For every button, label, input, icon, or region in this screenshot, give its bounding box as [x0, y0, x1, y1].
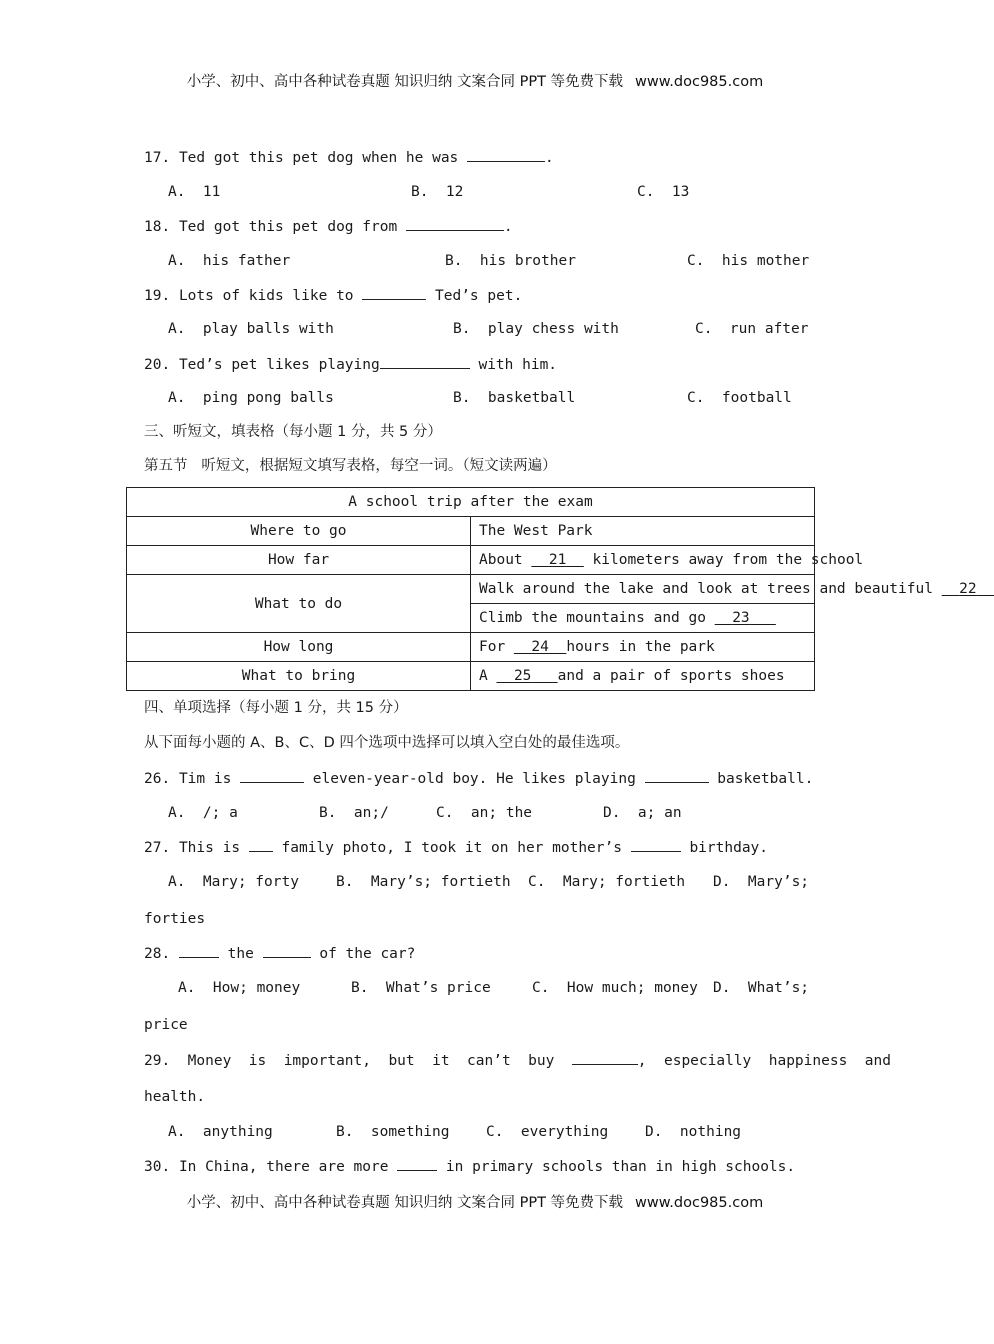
option-c: C. How much; money [532, 980, 698, 996]
option-b: B. play chess with [453, 321, 619, 337]
answer-blank [397, 1156, 437, 1171]
header-text: 小学、初中、高中各种试卷真题 知识归纳 文案合同 PPT 等免费下载 [186, 74, 624, 90]
school-trip-table [126, 487, 977, 691]
row-label: How long [127, 633, 471, 662]
option-a: A. 11 [168, 184, 221, 200]
question-17: 17. Ted got this pet dog when he was . [144, 147, 554, 168]
section-3-instruction: 第五节 听短文，根据短文填写表格，每空一词。（短文读两遍） [144, 458, 557, 474]
question-20: 20. Ted’s pet likes playing with him. [144, 354, 557, 375]
section-4-title: 四、单项选择（每小题 1 分，共 15 分） [144, 700, 408, 716]
row-label: Where to go [127, 517, 471, 546]
option-c: C. everything [486, 1124, 609, 1140]
question-26: 26. Tim is eleven-year-old boy. He likes playing basketball. [144, 768, 813, 789]
answer-blank [572, 1050, 638, 1065]
blank-21: 21 [548, 552, 567, 568]
option-c: C. run after [695, 321, 809, 337]
table-row [127, 662, 815, 691]
option-b: B. 12 [411, 184, 464, 200]
option-c: C. Mary; fortieth [528, 874, 686, 890]
table-title: A school trip after the exam [127, 488, 815, 517]
answer-blank [179, 943, 219, 958]
option-b: B. What’s price [351, 980, 491, 996]
answer-blank [406, 216, 504, 231]
option-d: D. Mary’s; [713, 874, 810, 890]
question-27: 27. This is family photo, I took it on her mother’s birthday. [144, 837, 768, 858]
row-content: For 24 hours in the park [471, 633, 815, 662]
question-19: 19. Lots of kids like to Ted’s pet. [144, 285, 522, 306]
option-a: A. anything [168, 1124, 273, 1140]
blank-23: 23 [732, 610, 750, 626]
question-30: 30. In China, there are more in primary schools than in high schools. [144, 1156, 795, 1177]
question-29-options [168, 1122, 818, 1142]
answer-blank [240, 768, 304, 783]
row-content: Walk around the lake and look at trees and beautiful 22 [471, 575, 815, 604]
option-a: A. his father [168, 253, 291, 269]
answer-blank [631, 837, 681, 852]
question-18: 18. Ted got this pet dog from . [144, 216, 513, 237]
option-a: A. How; money [178, 980, 301, 996]
row-content: The West Park [471, 517, 815, 546]
option-d: D. a; an [603, 805, 682, 821]
answer-blank [467, 147, 545, 162]
question-17-options [168, 182, 818, 202]
table-row [127, 517, 815, 546]
option-b: B. Mary’s; fortieth [336, 874, 511, 890]
page-footer [0, 1191, 950, 1212]
answer-blank [645, 768, 709, 783]
row-content: About 21 kilometers away from the school [471, 546, 815, 575]
question-29: 29. Money is important, but it can’t buy , especially happiness and [144, 1050, 891, 1071]
question-28-options [168, 978, 818, 998]
row-label: What to do [127, 575, 471, 633]
section-3-title: 三、听短文，填表格（每小题 1 分，共 5 分） [144, 424, 442, 440]
table-row [127, 575, 815, 604]
header-url: www.doc985.com [635, 74, 764, 90]
answer-blank [249, 837, 273, 852]
answer-blank [380, 354, 470, 369]
question-20-options [168, 388, 818, 408]
answer-blank [263, 943, 311, 958]
table-row [127, 546, 815, 575]
question-29-wrap: health. [144, 1089, 206, 1105]
row-label: What to bring [127, 662, 471, 691]
question-27-options [168, 872, 818, 892]
row-content: Climb the mountains and go 23 [471, 604, 815, 633]
option-b: B. an;/ [319, 805, 389, 821]
option-b: B. something [336, 1124, 450, 1140]
option-a: A. /; a [168, 805, 238, 821]
blank-25: 25 [513, 668, 532, 684]
footer-text: 小学、初中、高中各种试卷真题 知识归纳 文案合同 PPT 等免费下载 [186, 1195, 624, 1211]
blank-24: 24 [531, 639, 549, 655]
option-a: A. ping pong balls [168, 390, 334, 406]
answer-blank [362, 285, 426, 300]
option-d: D. What’s; [713, 980, 810, 996]
section-4-instruction: 从下面每小题的 A、B、C、D 四个选项中选择可以填入空白处的最佳选项。 [144, 735, 630, 751]
option-d: D. nothing [645, 1124, 742, 1140]
option-a: A. Mary; forty [168, 874, 299, 890]
row-label: How far [127, 546, 471, 575]
option-c: C. an; the [436, 805, 533, 821]
question-18-options [168, 251, 818, 271]
question-26-options [168, 803, 818, 823]
page-header [0, 70, 950, 91]
question-27-option-wrap: forties [144, 911, 206, 927]
option-c: C. his mother [687, 253, 810, 269]
question-28: 28. the of the car? [144, 943, 415, 964]
question-19-options [168, 319, 818, 339]
option-b: B. basketball [453, 390, 576, 406]
option-c: C. 13 [637, 184, 690, 200]
footer-url: www.doc985.com [635, 1195, 764, 1211]
option-b: B. his brother [445, 253, 576, 269]
blank-22: 22 [959, 581, 977, 597]
table-row [127, 633, 815, 662]
table-title-row [127, 488, 815, 517]
option-a: A. play balls with [168, 321, 334, 337]
question-28-option-wrap: price [144, 1017, 188, 1033]
option-c: C. football [687, 390, 792, 406]
row-content: A 25 and a pair of sports shoes [471, 662, 815, 691]
